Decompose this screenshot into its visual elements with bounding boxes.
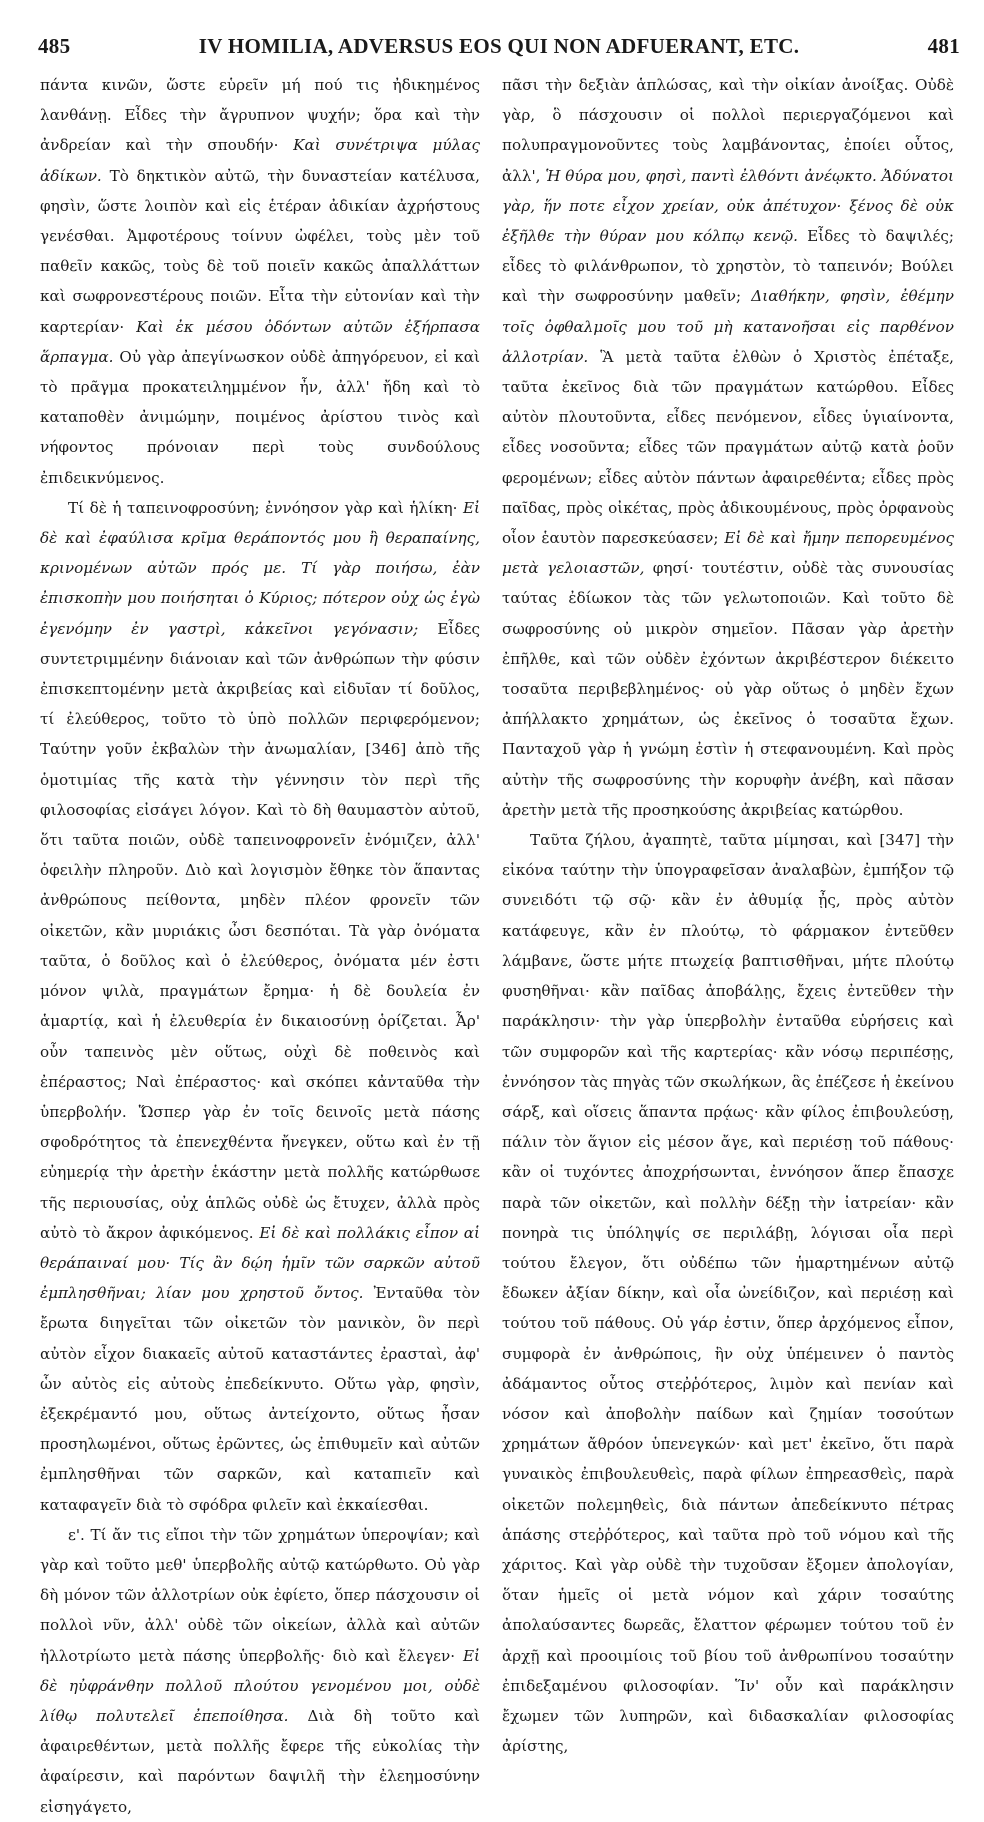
running-header bbox=[38, 30, 960, 64]
text-run: Ταῦτα ζήλου, ἀγαπητὲ, ταῦτα μίμησαι, καὶ [347] τὴν εἰκόνα ταύτην τὴν ὑπογραφεῖσαν ἀναλαβὼν, ἐμπήξον τῷ συνειδότι τῷ σῷ· κἂν ἐν ἀθυμίᾳ ᾖς, πρὸς αὐτὸν κατάφευγε, κἂν ἐν πλούτῳ, τὸ φάρμακον ἐντεῦθεν λάμβανε, ὥστε μήτε πτωχείᾳ βαπτισθῆναι, μήτε πλούτῳ φυσηθῆναι· κἂν παῖδας ἀποβάλῃς, ἔχεις ἐντεῦθεν τὴν παράκλησιν· τὴν γὰρ ὑπερβολὴν ἐνταῦθα εὑρήσεις καὶ τῶν συμφορῶν καὶ τῆς καρτερίας· κἂν νόσῳ περιπέσῃς, ἐννόησον τὰς πηγὰς τῶν σκωλήκων, ἃς ἐπέζεσε ἡ ἐκείνου σάρξ, καὶ οἵσεις ἅπαντα πρᾴως· κἂν φίλος ἐπιβουλεύσῃ, πάλιν τὸν ἅγιον εἰς μέσον ἄγε, καὶ περιέσῃ τοῦ πάθους· κἂν οἱ τυχόντες ἀποχρήσωνται, ἐννόησον ἅπερ ἔπασχε παρὰ τῶν οἰκετῶν, καὶ πολλὴν δέξῃ τὴν ἰατρείαν· κἂν πονηρὰ τις ὑπόληψίς σε περιλάβῃ, λόγισαι οἷα περὶ τούτου ἔλεγον, ὅτι οὐδέπω τῶν ἡμαρτημένων αὐτῷ ἔδωκεν ἀξίαν δίκην, καὶ οἷα ὠνείδιζον, καὶ περιέσῃ καὶ τούτου τοῦ πάθους. Οὐ γάρ ἐστιν, ὅπερ ἀρχόμενος εἶπον, συμφορὰ ἐν ἀνθρώποις, ἣν οὐχ ὑπέμεινεν ὁ παντὸς ἀδάμαντος οὗτος στεῤῥότερος, λιμὸν καὶ πενίαν καὶ νόσον καὶ ἀποβολὴν παίδων καὶ ζημίαν τοσούτων χρημάτων ἄθρόον ὑπενεγκών· καὶ μετ' ἐκεῖνο, ὅτι παρὰ γυναικὸς ἐπιβουλευθεὶς, παρὰ φίλων ἐπηρεασθεὶς, παρὰ οἰκετῶν πολεμηθεὶς, διὰ πάντων ἀπεδείκνυτο πέτρας ἁπάσης στεῤῥότερος, καὶ ταῦτα πρὸ τοῦ νόμου καὶ τῆς χάριτος. Καὶ γὰρ οὐδὲ τὴν τυχοῦσαν ἔξομεν ἀπολογίαν, ὅταν ἡμεῖς οἱ μετὰ νόμον καὶ χάριν τοσαύτης ἀπολαύσαντες δωρεᾶς, ἔλαττον φέρωμεν τούτου τοῦ ἐν ἀρχῇ καὶ προοιμίοις τοῦ βίου τοῦ ἀνθρωπίνου τοσαύτην ἐπιδεξαμένου φιλοσοφίαν. Ἵν' οὖν καὶ παράκλησιν ἔχωμεν τῶν λυπηρῶν, καὶ διδασκαλίαν φιλοσοφίας ἀρίστης, bbox=[502, 831, 954, 1756]
left-text-column bbox=[40, 70, 481, 1816]
text-run: Εἶδες συντετριμμένην διάνοιαν καὶ τῶν ἀνθρώπων τὴν φύσιν ἐπισκεπτομένην μετὰ ἀκριβείας καὶ εἰδυῖαν τί δοῦλος, τί ἐλεύθερος, τοῦτο τὸ ὑπὸ πολλῶν περιφερόμενον; Ταύτην γοῦν ἐκβαλὼν τὴν ἀνωμαλίαν, [346] ἀπὸ τῆς ὁμοτιμίας τῆς κατὰ τὴν γέννησιν τὸν περὶ τῆς φιλοσοφίας εἰσάγει λόγον. Καὶ τὸ δὴ θαυμαστὸν αὐτοῦ, ὅτι ταῦτα ποιῶν, οὐδὲ ταπεινοφρονεῖν ἐνόμιζεν, ἀλλ' ὀφειλὴν πληροῦν. Διὸ καὶ λογισμὸν ἔθηκε τὸν ἅπαντας ἀνθρώπους πείθοντα, μηδὲν πλέον φρονεῖν τῶν οἰκετῶν, κἂν μυριάκις ὦσι δεσπόται. Τὰ γὰρ ὀνόματα ταῦτα, ὁ δοῦλος καὶ ὁ ἐλεύθερος, ὀνόματα μέν ἐστι μόνον ψιλὰ, πραγμάτων ἔρημα· ἡ δὲ δουλεία ἐν ἁμαρτίᾳ, καὶ ἡ ἐλευθερία ἐν δικαιοσύνῃ ὁρίζεται. Ἆρ' οὖν ταπεινὸς μὲν οὕτως, οὐχὶ δὲ ποθεινὸς καὶ ἐπέραστος; Ναὶ ἐπέραστος· καὶ σκόπει κἀνταῦθα τὴν ὑπερβολήν. Ὥσπερ γὰρ ἐν τοῖς δεινοῖς μετὰ πάσης σφοδρότητος τὰ ἐπενεχθέντα ἤνεγκεν, οὕτω καὶ ἐν τῇ εὐημερίᾳ τὴν ἀρετὴν ἑκάστην μετὰ πολλῆς κατώρθωσε τῆς περιουσίας, οὐχ ἁπλῶς οὐδὲ ὡς ἔτυχεν, ἀλλὰ πρὸς αὐτὸ τὸ ἄκρον ἀφικόμενος. bbox=[40, 619, 480, 1242]
text-run: Διὰ δὴ τοῦτο καὶ ἀφαιρεθέντων, μετὰ πολλῆς ἔφερε τῆς εὐκολίας τὴν ἀφαίρεσιν, καὶ παρόντων δαψιλῆ τὴν ἐλεημοσύνην εἰσηγάγετο, bbox=[40, 1706, 480, 1816]
scripture-quote: Καὶ ἐκ μέσου ὀδόντων αὐτῶν ἐξήρπασα ἅρπαγμα. bbox=[40, 317, 480, 366]
scripture-quote: Εἰ δὲ καὶ ἐφαύλισα κρῖμα θεράποντός μου ἢ θεραπαίνης, κρινομένων αὐτῶν πρός με. Τί γὰρ ποιήσω, ἐὰν ἐπισκοπὴν μου ποιήσηται ὁ Κύριος; πότερον οὐχ ὡς ἐγὼ ἐγενόμην ἐν γαστρὶ, κἀκεῖνοι γεγόνασιν; bbox=[40, 498, 480, 638]
paragraph bbox=[40, 1520, 480, 1822]
right-text-column bbox=[502, 70, 954, 1756]
paragraph bbox=[40, 493, 480, 1520]
text-run: Τὸ δηκτικὸν αὐτῶ, τὴν δυναστείαν κατέλυσα, φησὶν, ὥστε λοιπὸν καὶ εἰς ἑτέραν ἀδικίαν ἀχρήστους γενέσθαι. Ἀμφοτέρους τοίνυν ὠφέλει, τοὺς μὲν τοῦ παθεῖν κακῶς, τοὺς δὲ τοῦ ποιεῖν κακῶς ἀπαλλάττων καὶ σωφρονεστέρους ποιῶν. Εἶτα τὴν εὐτονίαν καὶ τὴν καρτερίαν· bbox=[40, 166, 480, 336]
scripture-quote: Διαθήκην, φησὶν, ἐθέμην τοῖς ὀφθαλμοῖς μου τοῦ μὴ κατανοῆσαι εἰς παρθένον ἀλλοτρίαν. bbox=[502, 287, 954, 366]
scripture-quote: Ἡ θύρα μου, φησὶ, παντὶ ἐλθόντι ἀνέῳκτο. Ἀδύνατοι γὰρ, ἥν ποτε εἶχον χρείαν, οὐκ ἀπέτυχον· ξένος δὲ οὐκ ἐξῆλθε τὴν θύραν μου κόλπῳ κενῷ. bbox=[502, 166, 954, 246]
running-title: IV HOMILIA, ADVERSUS EOS QUI NON ADFUERANT, ETC. bbox=[198, 34, 800, 58]
scripture-quote: Εἰ δὲ καὶ πολλάκις εἶπον αἱ θεράπαιναί μου· Τίς ἂν δῴη ἡμῖν τῶν σαρκῶν αὐτοῦ ἐμπλησθῆναι; λίαν μου χρηστοῦ ὄντος. bbox=[40, 1223, 481, 1303]
text-run: Οὐ γὰρ ἀπεγίνωσκον οὐδὲ ἀπηγόρευον, εἰ καὶ τὸ πρᾶγμα προκατειλημμένον ἦν, ἀλλ' ἤδη καὶ τὸ καταποθὲν ἀνιμώμην, ποιμένος ἀρίστου τινὸς καὶ νήφοντος πρόνοιαν περὶ τοὺς συνδούλους ἐπιδεικνύμενος. bbox=[40, 347, 480, 487]
paragraph bbox=[502, 70, 954, 825]
page-number-right: 481 bbox=[927, 34, 960, 58]
text-run: φησί· τουτέστιν, οὐδὲ τὰς συνουσίας ταύτας ἐδίωκον τὰς τῶν γελωτοποιῶν. Καὶ τοῦτο δὲ σωφροσύνης οὐ μικρὸν σημεῖον. Πᾶσαν γὰρ ἀρετὴν ἐπῆλθε, καὶ τῶν οὐδὲν ἐχόντων ἀκριβέστερον διέκειτο τοσαῦτα περιβεβλημένος· οὐ γὰρ οὕτως ὁ μηδὲν ἔχων ἀπήλλακτο χρημάτων, ὡς ἐκεῖνος ὁ τοσαῦτα ἔχων. Πανταχοῦ γὰρ ἡ γνώμη ἐστὶν ἡ στεφανουμένη. Καὶ πρὸς αὐτὴν τῆς σωφροσύνης τὴν κορυφὴν ἀνέβη, καὶ πᾶσαν ἀρετὴν μετὰ τῆς προσηκούσης ἀκριβείας κατώρθου. bbox=[502, 559, 954, 819]
scripture-quote: Εἰ δὲ ηὐφράνθην πολλοῦ πλούτου γενομένου μοι, οὐδὲ λίθῳ πολυτελεῖ ἐπεποίθησα. bbox=[40, 1646, 480, 1725]
text-run: Εἶδες τὸ δαψιλές; εἶδες τὸ φιλάνθρωπον, τὸ χρηστὸν, τὸ ταπεινόν; Βούλει καὶ τὴν σωφροσύνην μαθεῖν; bbox=[502, 227, 954, 306]
text-run: Ἐνταῦθα τὸν ἔρωτα διηγεῖται τῶν οἰκετῶν τὸν μανικὸν, ὃν περὶ αὐτὸν εἶχον διακαεῖς αὐτοῦ καταστάντες ἐρασταὶ, ἀφ' ὧν αὐτὸς εἰς αὐτοὺς ἐπεδείκνυτο. Οὕτω γὰρ, φησὶν, ἐξεκρέμαντό μου, οὕτως ἀντείχοντο, οὕτως ἦσαν προσηλωμένοι, οὕτως ἐρῶντες, ὡς ἐπιθυμεῖν καὶ αὐτῶν ἐμπλησθῆναι τῶν σαρκῶν, καὶ καταπιεῖν καὶ καταφαγεῖν διὰ τὸ σφόδρα φιλεῖν καὶ ἐκκαίεσθαι. bbox=[40, 1284, 480, 1514]
text-run: ε'. Τί ἄν τις εἴποι τὴν τῶν χρημάτων ὑπεροψίαν; καὶ γὰρ καὶ τοῦτο μεθ' ὑπερβολῆς αὐτῷ κατώρθωτο. Οὐ γὰρ δὴ μόνον τῶν ἀλλοτρίων οὐκ ἐφίετο, ὅπερ πάσχουσιν οἱ πολλοὶ νῦν, ἀλλ' οὐδὲ τῶν οἰκείων, ἀλλὰ καὶ αὐτῶν ἠλλοτρίωτο μετὰ πάσης ὑπερβολῆς· διὸ καὶ ἔλεγεν· bbox=[40, 1525, 480, 1665]
text-run: πᾶσι τὴν δεξιὰν ἁπλώσας, καὶ τὴν οἰκίαν ἀνοίξας. Οὐδὲ γὰρ, ὃ πάσχουσιν οἱ πολλοὶ περιεργαζόμενοι καὶ πολυπραγμονοῦντες τοὺς λαμβάνοντας, ἐποίει οὗτος, ἀλλ', bbox=[502, 76, 954, 185]
scripture-quote: Καὶ συνέτριψα μύλας ἀδίκων. bbox=[40, 136, 480, 185]
text-run: Τί δὲ ἡ ταπεινοφροσύνη; ἐννόησον γὰρ καὶ ἡλίκη· bbox=[68, 498, 463, 517]
paragraph bbox=[502, 825, 954, 1761]
scripture-quote: Εἰ δὲ καὶ ἤμην πεπορευμένος μετὰ γελοιαστῶν, bbox=[502, 529, 954, 578]
text-run: πάντα κινῶν, ὥστε εὑρεῖν μή πού τις ἠδικημένος λανθάνῃ. Εἶδες τὴν ἄγρυπνον ψυχήν; ὅρα καὶ τὴν ἀνδρείαν καὶ τὴν σπουδήν· bbox=[40, 76, 480, 155]
text-run: Ἃ μετὰ ταῦτα ἐλθὼν ὁ Χριστὸς ἐπέταξε, ταῦτα ἐκεῖνος διὰ τῶν πραγμάτων κατώρθου. Εἶδες αὐτὸν πλουτοῦντα, εἶδες πενόμενον, εἶδες ὑγιαίνοντα, εἶδες νοσοῦντα; εἶδες τῶν πραγμάτων αὐτῷ κατὰ ῥοῦν φερομένων; εἶδες αὐτὸν πάντων ἀφαιρεθέντα; εἶδες πρὸς παῖδας, πρὸς οἰκέτας, πρὸς ἀδικουμένους, πρὸς ὀρφανοὺς οἷον ἑαυτὸν παρεσκεύασεν; bbox=[502, 347, 954, 548]
paragraph bbox=[40, 70, 480, 493]
page-number-left: 485 bbox=[38, 34, 71, 58]
